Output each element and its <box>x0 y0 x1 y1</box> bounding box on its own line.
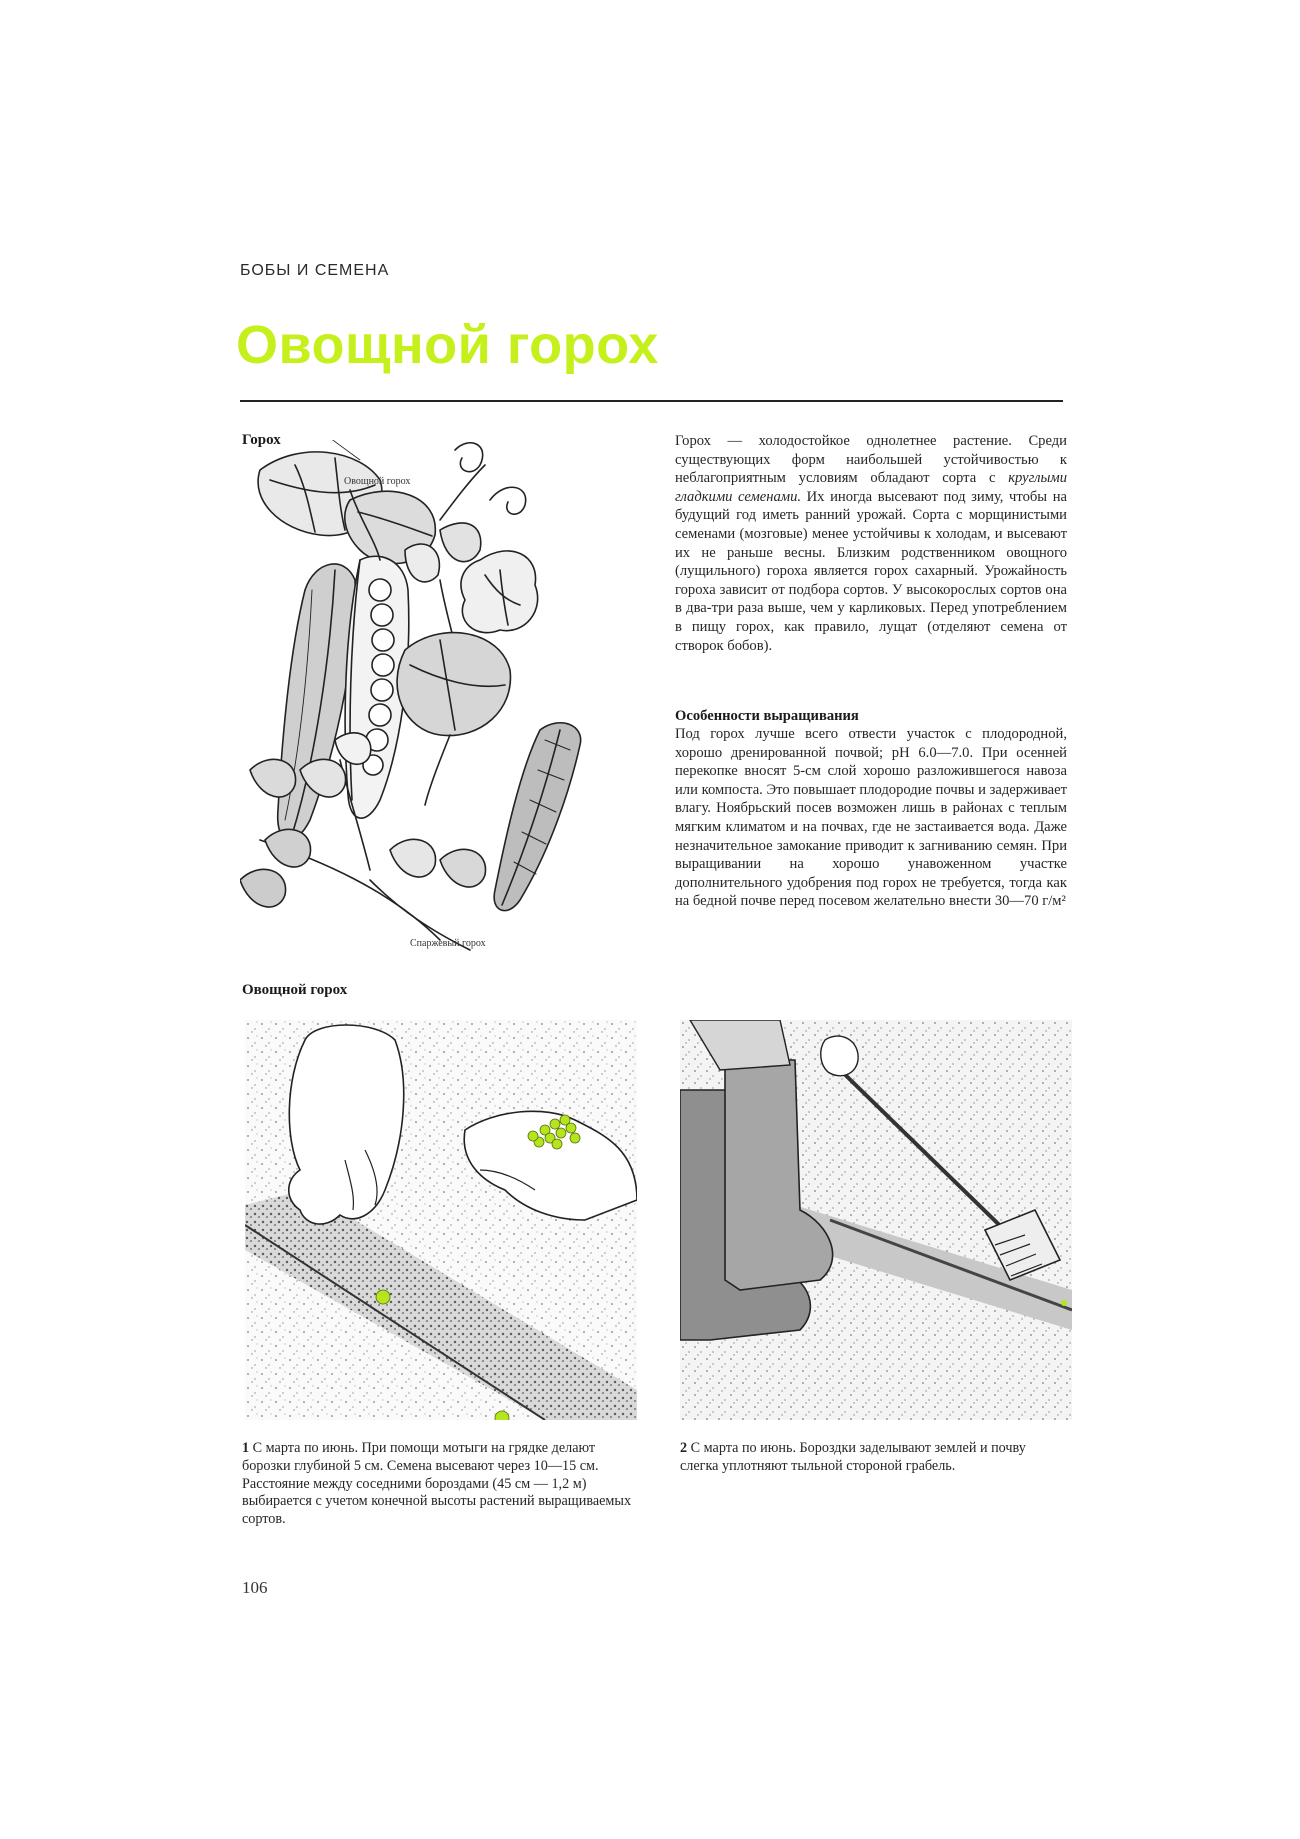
title-divider <box>240 400 1063 402</box>
figure-2-caption: 2 С марта по июнь. Бороздки заделывают землей и почву слегка уплотняют тыльной стороной грабель. <box>680 1440 1026 1474</box>
leaf-lower-3 <box>265 829 311 867</box>
growing-heading: Особенности выращивания <box>675 708 859 724</box>
page-title: Овощной горох <box>236 315 659 375</box>
figure-1-sowing <box>245 1020 637 1420</box>
label-vegetable-pea: Овощной горох <box>344 476 411 487</box>
figure-2-raking <box>680 1020 1072 1420</box>
growing-paragraph: Под горох лучше всего отвести участок с плодородной, хорошо дренированной почвой; pH 6.0—7.0. При осенней перекопке вносят 5-см слой хорошо разложившегося навоза или компоста. Это повышает плодородие почвы и задерживает влагу. Ноябрьский посев возможен лишь в районах с теплым мягким климатом и на почвах, где не застаивается вода. Даже незначительное замокание приводит к загниванию семян. При выращивании на хорошо унавоженном участке дополнительного удобрения под горох не требуется, тогда как на бедной почве перед посевом желательно внести 30—70 г/м² <box>675 726 1067 910</box>
label-asparagus-pea: Спаржевый горох <box>410 938 486 949</box>
pea-in-furrow <box>376 1290 390 1304</box>
intro-italic: круглыми гладкими семенами. <box>675 470 1067 505</box>
leaf-lower-5 <box>440 849 486 887</box>
figure-1-caption: 1 С марта по июнь. При помощи мотыги на грядке делают борозки глубиной 5 см. Семена высевают через 10—15 см. Расстояние между соседними бороздами (45 см — 1,2 м) выбирается с учетом конечной высоты растений выращиваемых сортов. <box>242 1440 632 1528</box>
intro-paragraph: Горох — холодостойкое однолетнее растение. Среди существующих форм наибольшей устойчивостью к неблагоприятным условиям обладают сорта с круглыми гладкими семенами. Их иногда высевают под зиму, чтобы на будущий год иметь ранний урожай. Сорта с морщинистыми семенами (мозговые) менее устойчивы к холодам, и высевают их не раньше весны. Близким родственником овощного (лущильного) гороха является горох сахарный. Урожайность гороха зависит от подбора сортов. У высокорослых сортов она в два-три раза выше, чем у карликовых. Перед употреблением в пищу горох, как правило, лущат (отделяют семена от створок бобов). <box>675 433 1067 654</box>
leaf-right-small-2 <box>405 544 439 582</box>
leaf-right-small-1 <box>440 523 481 562</box>
growing-section <box>675 708 1067 911</box>
page-number: 106 <box>242 1578 268 1597</box>
pea-plant-illustration <box>240 440 680 970</box>
illustration-heading: Горох <box>242 432 281 448</box>
section-label: БОБЫ И СЕМЕНА <box>240 262 390 279</box>
leaf-lower-2 <box>250 759 296 797</box>
subheading-vegetable-pea: Овощной горох <box>242 982 348 998</box>
hand-on-rake <box>821 1036 858 1076</box>
leaf-lower-4 <box>390 839 436 877</box>
asparagus-pea-pod <box>494 723 581 911</box>
leaf-lower-6 <box>240 869 286 907</box>
